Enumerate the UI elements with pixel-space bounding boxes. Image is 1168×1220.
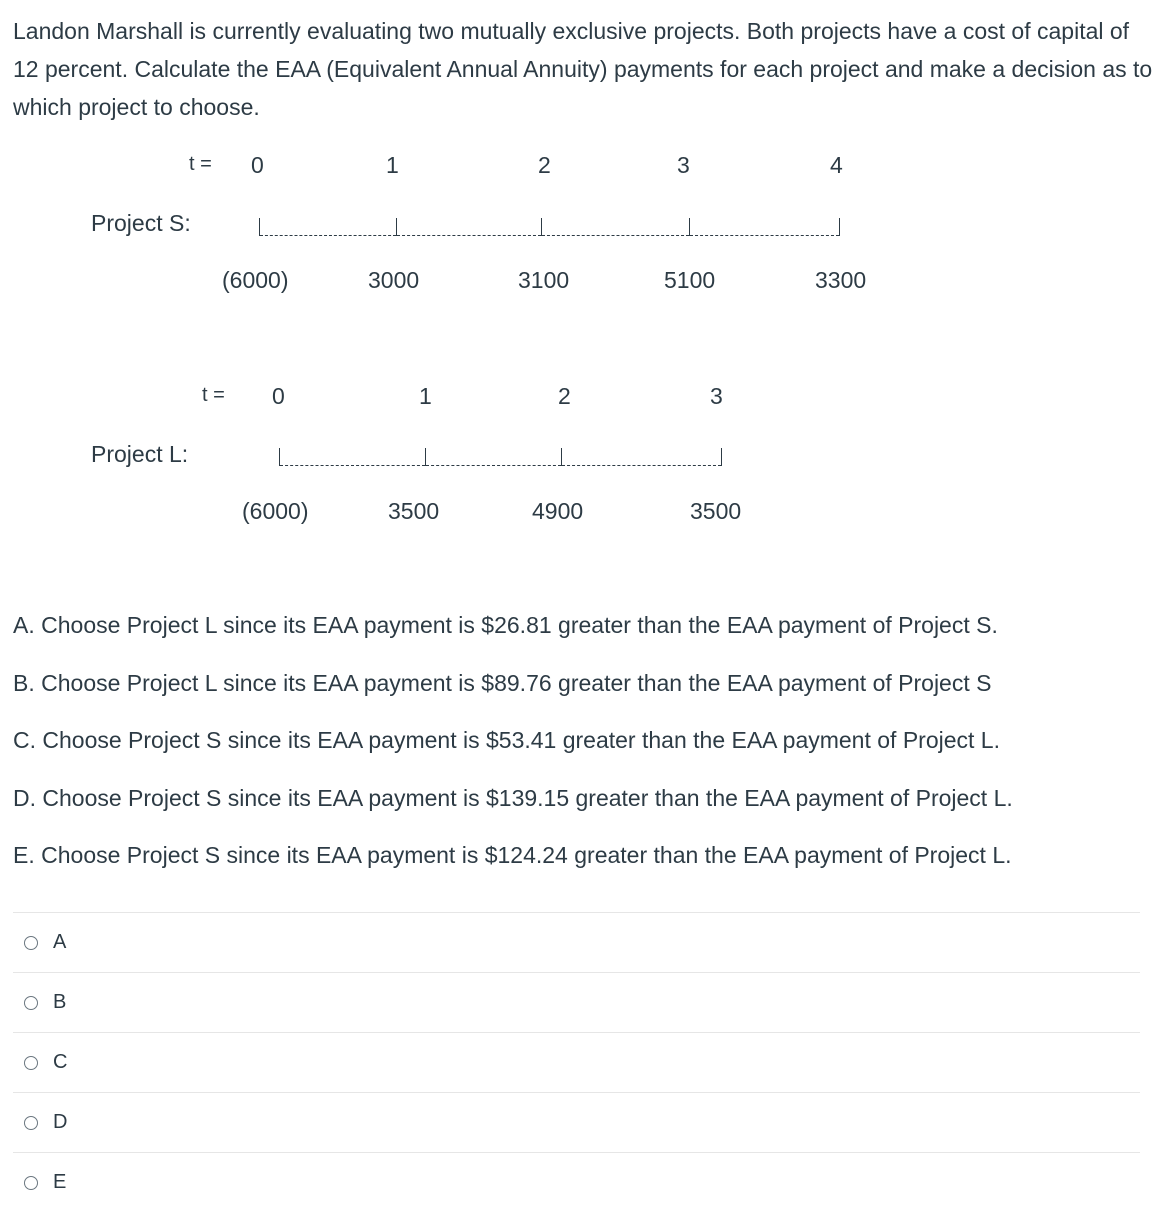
project-s-cf-3: 5100 — [664, 267, 716, 293]
project-s-period-4: 4 — [830, 152, 843, 178]
project-l-t-label: t = — [202, 384, 225, 406]
project-s-period-2: 2 — [538, 152, 551, 178]
project-l-label: Project L: — [91, 441, 189, 467]
answer-option-c[interactable] — [13, 1032, 1140, 1092]
answer-option-e[interactable] — [13, 1152, 1140, 1212]
project-l-period-2: 2 — [558, 383, 571, 409]
project-s-t-label: t = — [189, 153, 212, 175]
radio-button[interactable] — [24, 1116, 38, 1130]
project-l-cf-0: (6000) — [242, 498, 309, 524]
project-s-period-0: 0 — [251, 152, 264, 178]
choice-a-text: A. Choose Project L since its EAA payment is $26.81 greater than the EAA payment of Project S. — [13, 612, 998, 638]
project-l-cf-1: 3500 — [388, 498, 440, 524]
project-l-period-0: 0 — [272, 383, 285, 409]
project-s-cf-2: 3100 — [518, 267, 570, 293]
project-s-cf-4: 3300 — [815, 267, 867, 293]
radio-button[interactable] — [24, 936, 38, 950]
project-l-cf-3: 3500 — [690, 498, 742, 524]
project-s-label: Project S: — [91, 210, 191, 236]
project-l-cf-2: 4900 — [532, 498, 584, 524]
choice-e-text: E. Choose Project S since its EAA payment is $124.24 greater than the EAA payment of Project L. — [13, 842, 1012, 868]
answer-label: A — [53, 931, 67, 953]
answer-label: C — [53, 1051, 68, 1073]
answer-label: E — [53, 1171, 67, 1193]
choice-b-text: B. Choose Project L since its EAA payment is $89.76 greater than the EAA payment of Project S — [13, 670, 992, 696]
project-s-cf-0: (6000) — [222, 267, 289, 293]
radio-button[interactable] — [24, 1176, 38, 1190]
project-s-period-3: 3 — [677, 152, 690, 178]
project-s-cf-1: 3000 — [368, 267, 420, 293]
project-s-period-1: 1 — [386, 152, 399, 178]
answer-option-a[interactable] — [13, 912, 1140, 972]
answer-label: B — [53, 991, 67, 1013]
answer-option-b[interactable] — [13, 972, 1140, 1032]
project-l-period-3: 3 — [710, 383, 723, 409]
radio-button[interactable] — [24, 996, 38, 1010]
answer-option-d[interactable] — [13, 1092, 1140, 1152]
radio-button[interactable] — [24, 1056, 38, 1070]
choice-c-text: C. Choose Project S since its EAA payment is $53.41 greater than the EAA payment of Project L. — [13, 727, 1000, 753]
choice-d-text: D. Choose Project S since its EAA payment is $139.15 greater than the EAA payment of Project L. — [13, 785, 1013, 811]
project-l-period-1: 1 — [419, 383, 432, 409]
answer-label: D — [53, 1111, 68, 1133]
question-text: Landon Marshall is currently evaluating two mutually exclusive projects. Both projects have a cost of capital of 12 percent. Calculate the EAA (Equivalent Annual Annuity) payments for each project and make a decision as to which project to choose. — [13, 18, 1153, 120]
answer-options — [13, 912, 1140, 1212]
